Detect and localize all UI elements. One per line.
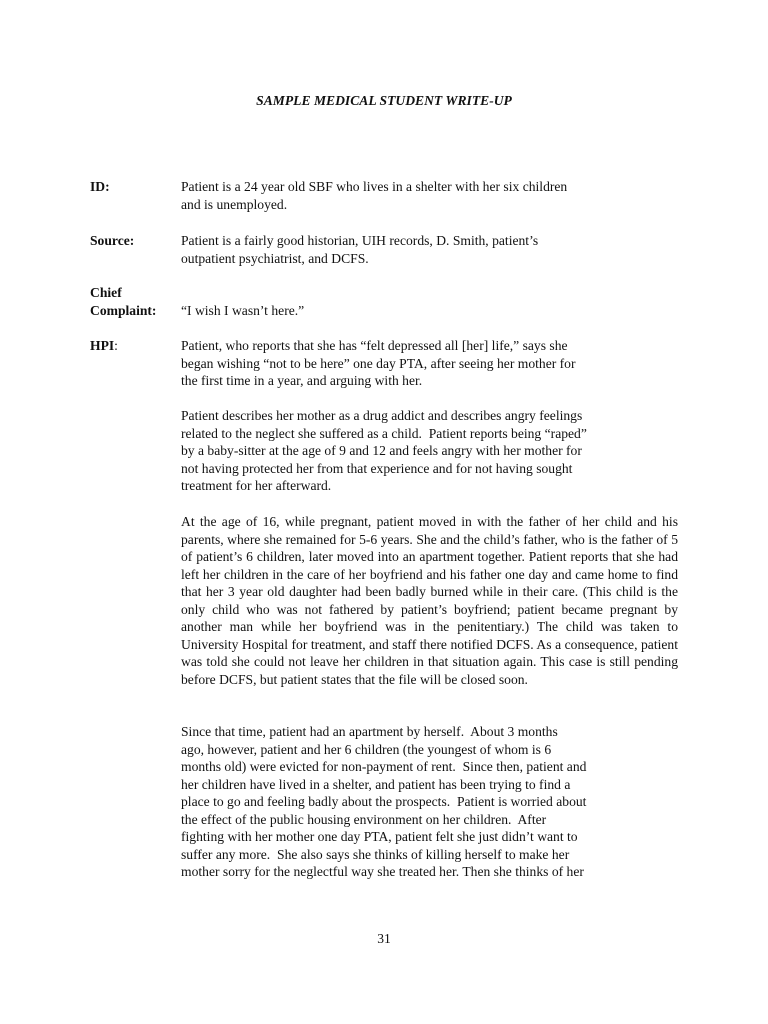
- hpi-line: began wishing “not to be here” one day PTA, after seeing her mother for: [181, 355, 576, 371]
- hpi-line: the first time in a year, and arguing with her.: [181, 373, 423, 388]
- hpi-line: ago, however, patient and her 6 children (the youngest of whom is 6: [181, 741, 552, 757]
- hpi-line: Patient, who reports that she has “felt depressed all [her] life,” says she: [181, 338, 568, 353]
- source-label: Source:: [90, 233, 135, 248]
- id-line: Patient is a 24 year old SBF who lives in a shelter with her six children: [181, 179, 568, 194]
- hpi-line: Since that time, patient had an apartment by herself. About 3 months: [181, 724, 558, 739]
- document-title: SAMPLE MEDICAL STUDENT WRITE-UP: [256, 93, 512, 108]
- hpi-line: suffer any more. She also says she thinks of killing herself to make her: [181, 846, 570, 862]
- id-label: ID:: [90, 179, 110, 194]
- hpi-line: fighting with her mother one day PTA, patient felt she just didn’t want to: [181, 829, 578, 844]
- hpi-line: Patient describes her mother as a drug addict and describes angry feelings: [181, 408, 583, 423]
- chief-complaint-label-line2: Complaint:: [90, 302, 157, 318]
- chief-complaint-label-line1: Chief: [90, 285, 122, 300]
- hpi-line: the effect of the public housing environment on her children. After: [181, 811, 547, 827]
- source-line: outpatient psychiatrist, and DCFS.: [181, 250, 369, 266]
- id-content: [181, 178, 567, 213]
- hpi-para-4: [181, 723, 586, 881]
- hpi-line: months old) were evicted for non-payment of rent. Since then, patient and: [181, 759, 587, 774]
- hpi-line: her children have lived in a shelter, and patient has been trying to find a: [181, 776, 571, 792]
- hpi-para-2: [181, 407, 587, 495]
- hpi-line: mother sorry for the neglectful way she treated her. Then she thinks of her: [181, 864, 584, 879]
- chief-complaint-label: [90, 284, 180, 319]
- hpi-label-text: HPI: [90, 338, 115, 353]
- hpi-line: related to the neglect she suffered as a child. Patient reports being “raped”: [181, 425, 587, 441]
- hpi-para-1: [181, 337, 576, 390]
- hpi-line: by a baby-sitter at the age of 9 and 12 and feels angry with her mother for: [181, 443, 582, 458]
- source-content: [181, 232, 538, 267]
- source-line: Patient is a fairly good historian, UIH records, D. Smith, patient’s: [181, 233, 539, 248]
- hpi-label-colon: :: [114, 338, 118, 353]
- id-line: and is unemployed.: [181, 196, 288, 212]
- chief-complaint-text: “I wish I wasn’t here.”: [181, 302, 305, 318]
- hpi-para-3: [181, 513, 678, 688]
- page-number: 31: [377, 931, 391, 946]
- hpi-line: place to go and feeling badly about the prospects. Patient is worried about: [181, 794, 587, 809]
- hpi-label: [90, 337, 180, 355]
- chief-complaint-content: [181, 302, 304, 320]
- hpi-paragraph: At the age of 16, while pregnant, patient moved in with the father of her child and his parents, where she remained for 5-6 years. She and the child’s father, who is the father of 5 of patient’s 6 children, later moved into an apartment together. Patient reports that she had left her children in the care of her boyfriend and his father one day and came home to find that her 3 year old daughter had been badly burned while in their care. (This child is the only child who was not fathered by patient’s boyfriend; patient became pregnant by another man while her boyfriend was in the penitentiary.) The child was taken to University Hospital for treatment, and staff there notified DCFS. As a consequence, patient was told she could not leave her children in that situation again. This case is still pending before DCFS, but patient states that the file will be closed soon.: [181, 514, 678, 687]
- hpi-line: not having protected her from that experience and for not having sought: [181, 460, 573, 476]
- hpi-line: treatment for her afterward.: [181, 478, 332, 493]
